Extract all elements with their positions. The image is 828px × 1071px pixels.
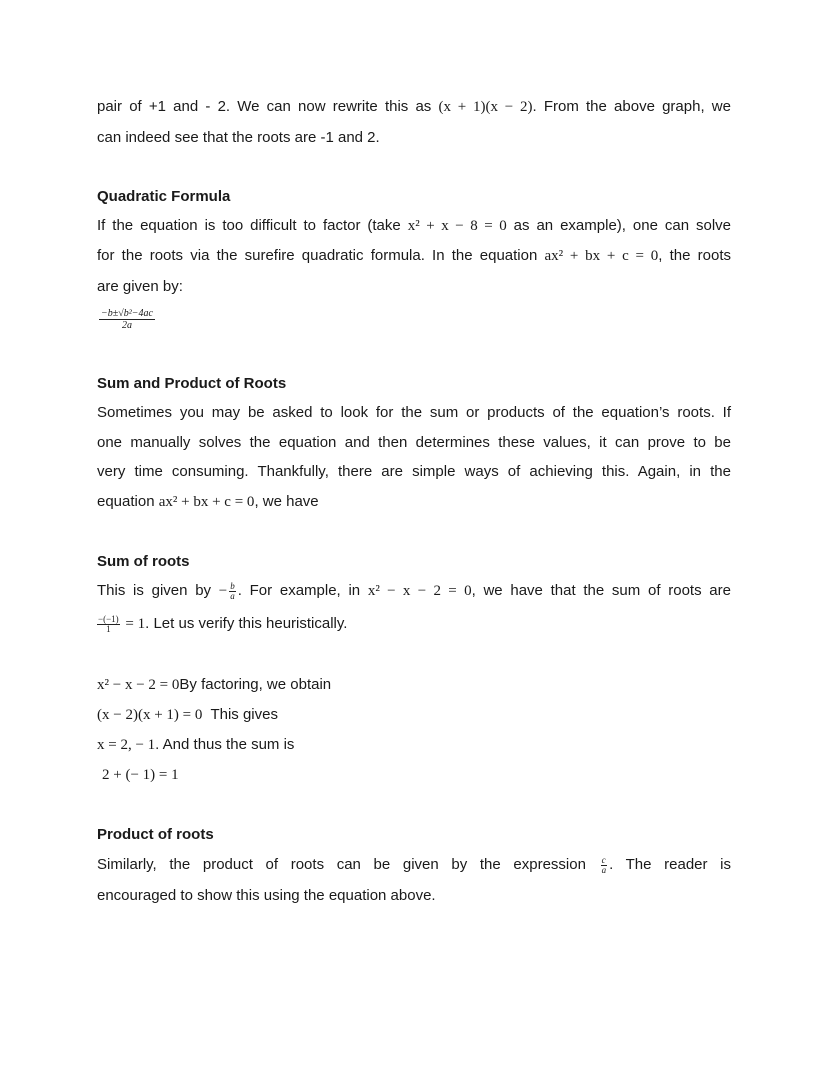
- formula-denominator: 2a: [121, 320, 132, 331]
- text: equation: [97, 493, 159, 510]
- derivation-line: [97, 675, 731, 695]
- section-heading: Sum and Product of Roots: [97, 375, 287, 392]
- paragraph-line: very time consuming. Thankfully, there are simple ways of achieving this. Again, in the: [97, 463, 731, 480]
- paragraph-line: [97, 614, 731, 634]
- text: This is given by: [97, 582, 219, 599]
- math-expression: (x + 1)(x − 2): [438, 99, 533, 115]
- text: . For example, in: [237, 582, 368, 599]
- fraction-denominator: 1: [106, 623, 111, 634]
- fraction-denominator: a: [601, 864, 607, 875]
- paragraph-line: Sometimes you may be asked to look for the sum or products of the equation’s roots. If: [97, 404, 731, 421]
- text: , we have that the sum of roots are: [471, 582, 731, 599]
- text: for the roots via the surefire quadratic formula. In the equation: [97, 247, 545, 264]
- text: If the equation is too difficult to factor (take: [97, 217, 408, 234]
- paragraph-line: [97, 855, 731, 875]
- paragraph-line: encouraged to show this using the equation above.: [97, 887, 436, 904]
- math-expression: x² − x − 2 = 0: [367, 583, 472, 599]
- paragraph-line: [97, 492, 731, 512]
- fraction-b-over-a: [229, 582, 236, 601]
- text: This gives: [210, 706, 278, 723]
- fraction-c-over-a: [601, 856, 608, 875]
- text: , we have: [254, 493, 319, 510]
- text: . And thus the sum is: [155, 736, 295, 753]
- paragraph-line: are given by:: [97, 278, 183, 295]
- text: By factoring, we obtain: [179, 676, 332, 693]
- paragraph-line: [97, 246, 731, 266]
- section-heading: Sum of roots: [97, 553, 190, 570]
- derivation-line: [102, 765, 736, 785]
- derivation-line: [97, 705, 731, 725]
- text: Similarly, the product of roots can be given by the expression: [97, 856, 599, 873]
- text: as an example), one can solve: [506, 217, 732, 234]
- text: . Let us verify this heuristically.: [145, 615, 348, 632]
- math-expression: = 1: [121, 616, 146, 632]
- paragraph-line: [97, 216, 731, 236]
- fraction-sum-example: [97, 615, 120, 634]
- minus-sign: −: [218, 583, 228, 599]
- section-heading: Product of roots: [97, 826, 214, 843]
- derivation-line: [97, 735, 731, 755]
- math-expression: (x − 2)(x + 1) = 0: [97, 707, 203, 723]
- paragraph-line: [97, 581, 731, 601]
- math-expression: x² − x − 2 = 0: [97, 677, 180, 693]
- quadratic-formula: [99, 308, 155, 331]
- math-expression: ax² + bx + c = 0: [544, 248, 659, 264]
- fraction-numerator: c: [601, 854, 606, 865]
- formula-numerator: −b±√b²−4ac: [101, 308, 153, 319]
- fraction-numerator: b: [230, 580, 235, 591]
- text: . The reader is: [609, 856, 731, 873]
- text: . From the above graph, we: [532, 98, 731, 115]
- text: pair of +1 and - 2. We can now rewrite this as: [97, 98, 439, 115]
- paragraph-line: one manually solves the equation and then determines these values, it can prove to be: [97, 434, 731, 451]
- fraction-numerator: −(−1): [98, 613, 119, 624]
- fraction-denominator: a: [230, 590, 235, 601]
- math-expression: ax² + bx + c = 0: [158, 494, 255, 510]
- paragraph-line: can indeed see that the roots are -1 and 2.: [97, 129, 380, 146]
- section-heading: Quadratic Formula: [97, 188, 231, 205]
- text: , the roots: [658, 247, 732, 264]
- math-expression: 2 + (− 1) = 1: [102, 767, 179, 783]
- math-expression: x² + x − 8 = 0: [407, 218, 507, 234]
- paragraph-line: [97, 97, 731, 117]
- math-expression: x = 2, − 1: [97, 737, 156, 753]
